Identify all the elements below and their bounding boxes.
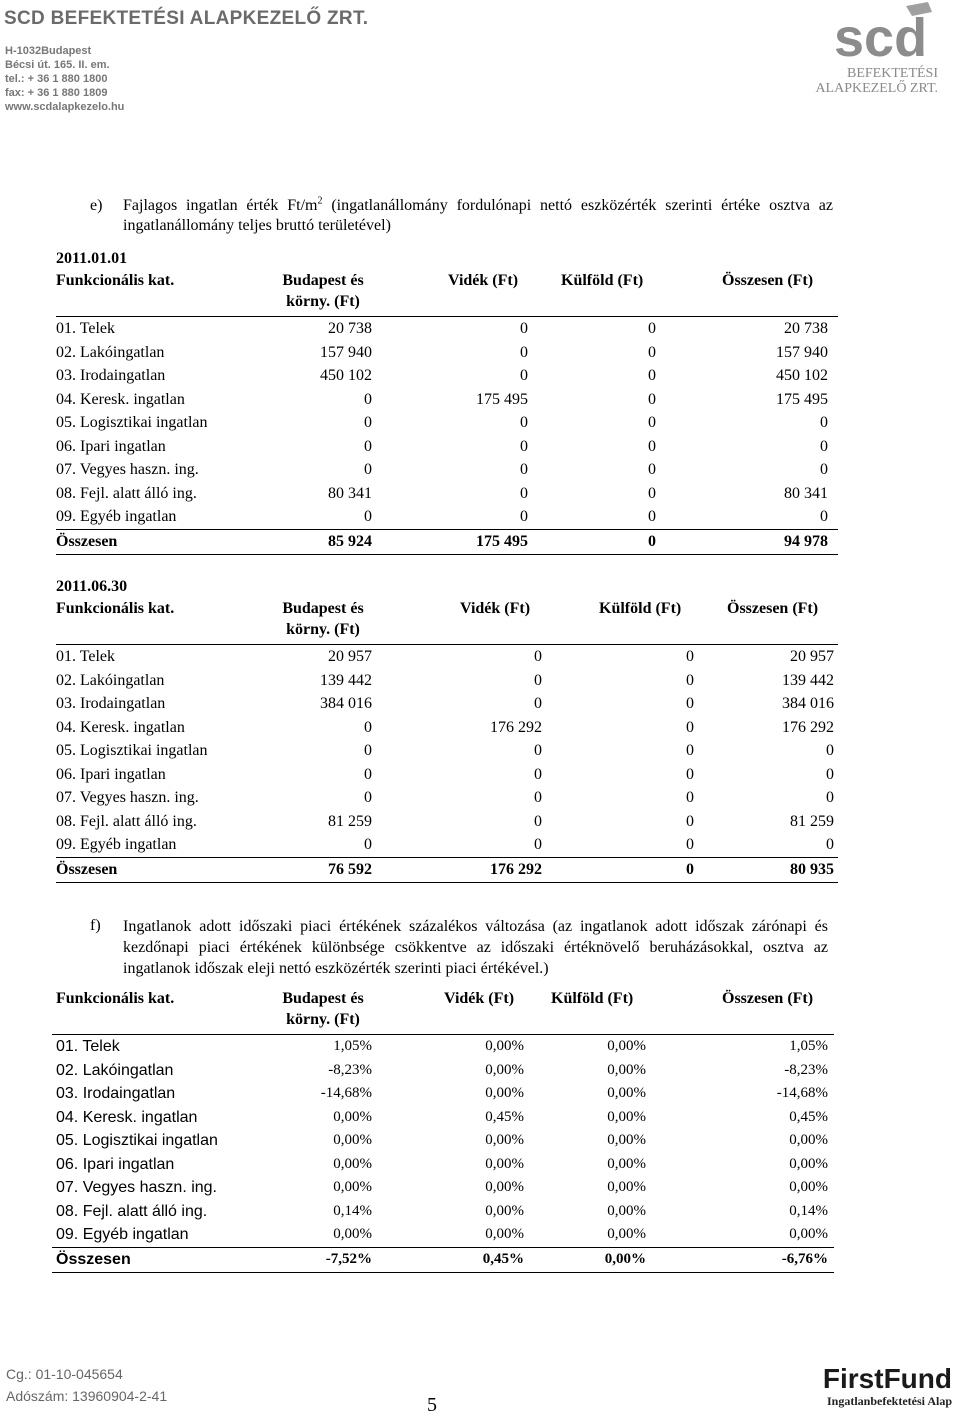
total-row [56,857,838,883]
section-e-label: e) [90,197,103,214]
row-budapest: 0,00% [333,1155,372,1172]
table-row [56,833,838,857]
row-osszesen: 450 102 [776,367,828,384]
col-kulfold: Külföld (Ft) [551,990,634,1007]
row-videk: 0 [534,742,542,759]
row-budapest: 0 [364,508,372,525]
row-osszesen: 0 [826,789,834,806]
table-row [56,435,838,459]
row-kulfold: 0,00% [607,1038,646,1054]
row-budapest: 0 [364,437,372,455]
table-row [52,1223,834,1247]
row-osszesen: 94 978 [784,532,828,550]
row-category: 09. Egyéb ingatlan [56,508,177,525]
row-videk: 0,00% [485,1226,524,1242]
table-row [56,716,838,740]
row-videk: 0 [520,343,528,361]
logo-subtitle-line: ALAPKEZELŐ ZRT. [815,81,938,96]
row-osszesen: 0,14% [789,1202,828,1219]
row-category: 02. Lakóingatlan [56,671,165,689]
table-row [52,1129,834,1153]
row-kulfold: 0 [648,532,656,550]
row-budapest: 0 [364,765,372,783]
col-category: Funkcionális kat. [56,272,175,289]
col-category: Funkcionális kat. [56,600,175,617]
row-kulfold: 0 [648,437,656,455]
row-budapest: 1,05% [333,1038,372,1054]
row-budapest: -14,68% [320,1085,372,1101]
table-percent-change [52,988,834,1273]
row-kulfold: 0 [686,789,694,806]
row-category: Összesen [56,860,118,878]
row-osszesen: 20 957 [790,648,834,665]
row-category: 03. Irodaingatlan [56,367,166,384]
firstfund-logo-subtitle: Ingatlanbefektetési Alap [826,1394,952,1408]
table-row [56,505,838,529]
company-name: SCD BEFEKTETÉSI ALAPKEZELŐ ZRT. [4,8,369,29]
table-row [56,411,838,435]
row-videk: 0,00% [485,1179,524,1195]
row-kulfold: 0,00% [607,1179,646,1195]
row-category: 08. Fejl. alatt álló ing. [56,1202,208,1220]
row-budapest: 0 [364,836,372,853]
row-videk: 175 495 [476,532,528,550]
row-budapest: 85 924 [328,532,372,550]
row-osszesen: 20 738 [784,320,828,337]
table-date: 2011.01.01 [56,250,128,267]
row-videk: 0 [534,695,542,712]
row-budapest: 0,14% [333,1202,372,1219]
row-kulfold: 0 [686,648,694,665]
row-budapest: 384 016 [320,695,372,712]
section-e-text: Fajlagos ingatlan érték $Ft/m^2$ (ingatlanállomány fordulónapi nettó eszközérték szerinti értéke osztva az ingatlanállomány teljes bruttó területével) [123,195,833,234]
row-osszesen: 0 [826,765,834,783]
row-category: 06. Ipari ingatlan [56,765,166,783]
row-category: 01. Telek [56,1038,120,1055]
row-budapest: 80 341 [328,484,372,502]
table-row [56,786,838,810]
row-osszesen: 175 495 [776,390,828,408]
row-videk: 0,00% [485,1038,524,1054]
row-kulfold: 0 [648,508,656,525]
row-videk: 176 292 [490,860,542,878]
row-budapest: 20 738 [328,320,372,337]
row-kulfold: 0 [648,343,656,361]
row-kulfold: 0,00% [607,1085,646,1101]
row-category: 03. Irodaingatlan [56,695,166,712]
row-videk: 0,00% [485,1085,524,1101]
row-budapest: 76 592 [328,860,372,878]
total-row [52,1247,834,1273]
col-videk: Vidék (Ft) [460,600,531,617]
col-osszesen: Összesen (Ft) [727,600,819,617]
row-budapest: 20 957 [328,648,372,665]
address-line: Bécsi út. 165. II. em. [5,59,110,71]
row-category: 04. Keresk. ingatlan [56,390,185,408]
table-row [52,1200,834,1224]
row-category: 09. Egyéb ingatlan [56,1226,189,1243]
row-category: 08. Fejl. alatt álló ing. [56,484,197,502]
table-header [52,988,834,1035]
table-header [56,270,838,317]
row-category: 07. Vegyes haszn. ing. [56,461,199,478]
row-osszesen: 139 442 [782,671,834,689]
table-row [56,458,838,482]
row-videk: 0 [520,508,528,525]
row-budapest: 157 940 [320,343,372,361]
address-line: www.scdalapkezelo.hu [5,101,125,113]
row-category: 01. Telek [56,648,116,665]
row-budapest: 0 [364,461,372,478]
row-kulfold: 0 [648,320,656,337]
row-osszesen: 0 [826,742,834,759]
table-row [56,692,838,716]
row-budapest: 0 [364,742,372,759]
table-row [52,1176,834,1200]
row-osszesen: 0 [826,836,834,853]
row-videk: 0 [534,648,542,665]
table-row [52,1106,834,1130]
row-budapest: -7,52% [325,1250,372,1267]
footer-cg: Cg.: 01-10-045654 [6,1366,123,1382]
row-category: 06. Ipari ingatlan [56,437,166,455]
row-category: 07. Vegyes haszn. ing. [56,789,199,806]
row-budapest: 139 442 [320,671,372,689]
row-kulfold: 0 [686,742,694,759]
col-category: Funkcionális kat. [56,990,175,1007]
row-osszesen: -6,76% [781,1250,828,1267]
row-kulfold: 0 [686,860,694,878]
row-kulfold: 0,00% [607,1226,646,1242]
row-osszesen: 0,00% [789,1179,828,1195]
row-osszesen: -14,68% [776,1085,828,1101]
table-2011-06-30 [56,576,838,883]
total-row [56,529,838,555]
row-category: 03. Irodaingatlan [56,1085,176,1102]
table-header [56,598,838,645]
row-osszesen: 1,05% [789,1038,828,1054]
row-budapest: 81 259 [328,812,372,830]
firstfund-logo [822,1364,952,1412]
row-videk: 0 [520,484,528,502]
row-kulfold: 0 [648,367,656,384]
col-videk: Vidék (Ft) [444,990,515,1007]
row-videk: 0 [534,671,542,689]
row-kulfold: 0 [686,718,694,736]
section-f-text: Ingatlanok adott időszaki piaci értékének százalékos változása (az ingatlanok adott időszak zárónapi és kezdőnapi piaci értékének különbsége csökkentve az időszaki értéknövelő beruházásokkal, osztva az ingatlanok időszak eleji nettó eszközérték szerinti piaci értékével.) [123,918,828,977]
col-kulfold: Külföld (Ft) [561,272,644,289]
row-videk: 0,45% [482,1250,524,1267]
row-kulfold: 0,00% [607,1108,646,1125]
row-category: 06. Ipari ingatlan [56,1155,175,1173]
row-videk: 0 [520,461,528,478]
row-osszesen: -8,23% [784,1061,828,1078]
table-row [56,810,838,834]
row-category: Összesen [56,1250,131,1268]
row-osszesen: 0 [820,508,828,525]
row-kulfold: 0 [648,461,656,478]
table-row [56,669,838,693]
table-row [56,317,838,341]
row-videk: 0,00% [485,1155,524,1172]
logo-subtitle-line: BEFEKTETÉSI [847,66,938,81]
row-videk: 0,00% [485,1132,524,1148]
row-category: 04. Keresk. ingatlan [56,1108,198,1126]
row-videk: 0,00% [485,1061,524,1078]
row-category: 02. Lakóingatlan [56,1061,174,1079]
row-osszesen: 0,00% [789,1155,828,1172]
row-kulfold: 0 [686,695,694,712]
row-osszesen: 81 259 [790,812,834,830]
row-category: 05. Logisztikai ingatlan [56,742,208,759]
table-row [56,364,838,388]
page-number: 5 [427,1394,437,1416]
col-budapest: Budapest és körny. (Ft) [282,990,364,1028]
row-category: 01. Telek [56,320,116,337]
table-row [52,1035,834,1059]
row-videk: 0 [534,812,542,830]
row-videk: 0 [520,437,528,455]
table-2011-01-01 [56,248,838,555]
table-row [56,763,838,787]
section-f-label: f) [90,917,101,934]
row-budapest: 0,00% [333,1108,372,1125]
row-category: 08. Fejl. alatt álló ing. [56,812,197,830]
row-videk: 0 [520,320,528,337]
row-kulfold: 0,00% [607,1061,646,1078]
row-budapest: 0 [364,718,372,736]
row-videk: 0 [534,836,542,853]
row-budapest: 0,00% [333,1179,372,1195]
row-videk: 0 [520,367,528,384]
row-category: 07. Vegyes haszn. ing. [56,1179,217,1196]
row-osszesen: 384 016 [782,695,834,712]
address-line: fax: + 36 1 880 1809 [5,87,108,99]
row-kulfold: 0 [686,812,694,830]
scd-logo [828,2,938,62]
table-row [56,645,838,669]
row-budapest: 450 102 [320,367,372,384]
row-videk: 0 [520,414,528,431]
row-videk: 0,45% [485,1108,524,1125]
table-row [56,388,838,412]
row-kulfold: 0,00% [604,1250,646,1267]
row-kulfold: 0 [686,671,694,689]
row-kulfold: 0 [648,484,656,502]
row-category: Összesen [56,532,118,550]
col-osszesen: Összesen (Ft) [722,990,814,1007]
table-row [52,1082,834,1106]
footer-tax-number: Adószám: 13960904-2-41 [6,1388,168,1404]
row-videk: 0 [534,789,542,806]
row-osszesen: 0,45% [789,1108,828,1125]
row-category: 04. Keresk. ingatlan [56,718,185,736]
row-osszesen: 0 [820,461,828,478]
row-osszesen: 0 [820,437,828,455]
row-kulfold: 0 [648,414,656,431]
row-category: 05. Logisztikai ingatlan [56,414,208,431]
row-videk: 176 292 [490,718,542,736]
table-row [56,482,838,506]
row-osszesen: 0,00% [789,1132,828,1148]
row-videk: 0 [534,765,542,783]
row-budapest: -8,23% [328,1061,372,1078]
row-osszesen: 0 [820,414,828,431]
col-budapest: Budapest és körny. (Ft) [282,272,364,310]
row-kulfold: 0,00% [607,1202,646,1219]
row-osszesen: 80 935 [790,860,834,878]
row-osszesen: 157 940 [776,343,828,361]
scd-logo-text: scd [834,8,928,62]
row-budapest: 0 [364,414,372,431]
col-budapest: Budapest és körny. (Ft) [282,600,364,638]
row-category: 02. Lakóingatlan [56,343,165,361]
table-row [56,739,838,763]
row-kulfold: 0,00% [607,1155,646,1172]
row-budapest: 0,00% [333,1132,372,1148]
row-budapest: 0 [364,789,372,806]
row-budapest: 0,00% [333,1226,372,1242]
row-kulfold: 0 [686,836,694,853]
row-osszesen: 80 341 [784,484,828,502]
address-line: H-1032Budapest [5,45,92,57]
logo-subtitle [815,66,938,96]
row-videk: 175 495 [476,390,528,408]
table-row [52,1153,834,1177]
table-row [52,1059,834,1083]
row-osszesen: 0,00% [789,1226,828,1242]
row-category: 09. Egyéb ingatlan [56,836,177,853]
table-date: 2011.06.30 [56,578,128,595]
row-osszesen: 176 292 [782,718,834,736]
firstfund-logo-text: FirstFund [822,1363,952,1394]
row-category: 05. Logisztikai ingatlan [56,1132,218,1149]
col-kulfold: Külföld (Ft) [599,600,682,617]
table-row [56,341,838,365]
col-videk: Vidék (Ft) [448,272,519,289]
row-videk: 0,00% [485,1202,524,1219]
address-line: tel.: + 36 1 880 1800 [5,73,108,85]
col-osszesen: Összesen (Ft) [722,272,814,289]
row-kulfold: 0,00% [607,1132,646,1148]
row-budapest: 0 [364,390,372,408]
row-kulfold: 0 [686,765,694,783]
row-kulfold: 0 [648,390,656,408]
